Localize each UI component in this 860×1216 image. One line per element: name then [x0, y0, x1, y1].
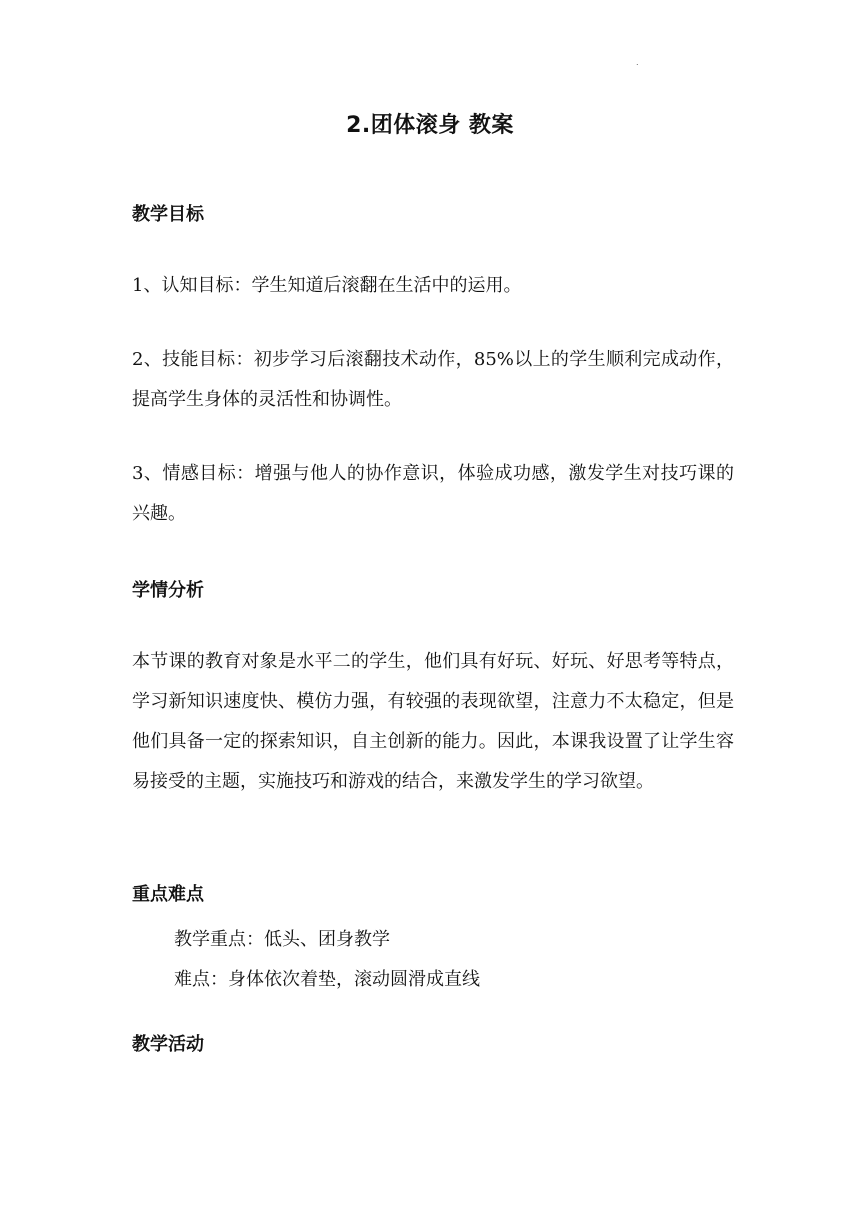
objective-emotional: 3、情感目标：增强与他人的协作意识，体验成功感，激发学生对技巧课的兴趣。: [132, 463, 734, 524]
objective-skill: 2、技能目标：初步学习后滚翻技术动作，85%以上的学生顺利完成动作，提高学生身体的灵活性和协调性。: [132, 349, 734, 410]
key-point-difficulty: 难点：身体依次着垫，滚动圆滑成直线: [174, 969, 480, 990]
key-point-focus: 教学重点：低头、团身教学: [174, 929, 390, 950]
heading-analysis: 学情分析: [132, 580, 204, 601]
analysis-paragraph: 本节课的教育对象是水平二的学生，他们具有好玩、好玩、好思考等特点，学习新知识速度快、模仿力强，有较强的表现欲望，注意力不太稳定，但是他们具备一定的探索知识，自主创新的能力。因此，本课我设置了让学生容易接受的主题，实施技巧和游戏的结合，来激发学生的学习欲望。: [132, 651, 734, 792]
heading-activities: 教学活动: [132, 1034, 204, 1055]
document-title: 2.团体滚身 教案: [346, 113, 514, 138]
corner-mark: .: [636, 58, 639, 67]
objective-cognitive: 1、认知目标：学生知道后滚翻在生活中的运用。: [132, 275, 522, 296]
heading-objectives: 教学目标: [132, 204, 204, 225]
heading-key-points: 重点难点: [132, 884, 204, 905]
